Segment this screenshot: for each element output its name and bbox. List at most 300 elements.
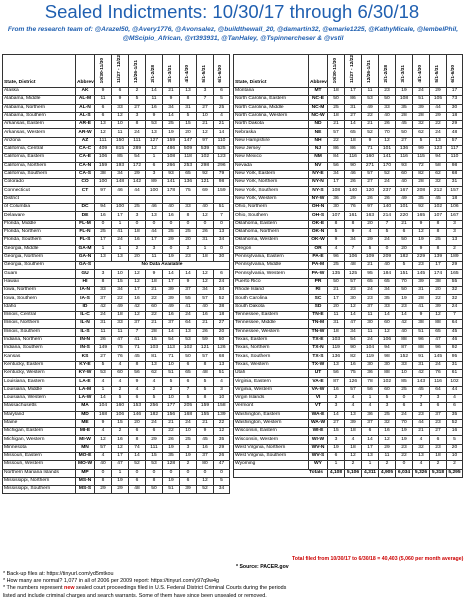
- count-cell: 6: [396, 228, 413, 236]
- district-abbrev: NY-N: [309, 179, 328, 187]
- count-cell: 18: [447, 195, 463, 203]
- district-abbrev: GA-N: [76, 253, 95, 261]
- count-cell: 47: [345, 320, 362, 328]
- count-cell: 256: [146, 403, 163, 411]
- count-cell: 4: [112, 361, 129, 369]
- month-header: 3/1-3/31: [396, 55, 413, 88]
- count-cell: 9: [345, 228, 362, 236]
- table-row: [3, 428, 230, 436]
- count-cell: 4: [328, 245, 345, 253]
- count-cell: 85: [396, 378, 413, 386]
- table-row: [3, 411, 230, 419]
- count-cell: 57: [345, 278, 362, 286]
- count-cell: 60: [146, 303, 163, 311]
- count-cell: 126: [345, 378, 362, 386]
- count-cell: 12: [197, 477, 214, 485]
- count-cell: 6: [328, 452, 345, 460]
- table-row: [234, 311, 463, 319]
- count-cell: 5: [112, 394, 129, 402]
- district-name: Mississippi, Southern: [3, 486, 76, 494]
- count-cell: 11: [328, 311, 345, 319]
- count-cell: 85: [112, 154, 129, 162]
- count-cell: 52: [129, 461, 146, 469]
- district-abbrev: ND: [309, 121, 328, 129]
- table-row: [234, 170, 463, 178]
- table-row: [234, 262, 463, 270]
- count-cell: 51: [413, 96, 430, 104]
- count-cell: 127: [146, 137, 163, 145]
- count-cell: 9: [413, 311, 430, 319]
- count-cell: 25: [180, 436, 197, 444]
- count-cell: 14: [146, 87, 163, 95]
- count-cell: 20: [214, 328, 230, 336]
- table-row: [234, 370, 463, 378]
- count-cell: 26: [345, 179, 362, 187]
- count-cell: 25: [328, 262, 345, 270]
- count-cell: 214: [379, 212, 396, 220]
- count-cell: 8: [95, 477, 112, 485]
- count-cell: 2: [112, 428, 129, 436]
- table-row: [234, 179, 463, 187]
- district-abbrev: WY: [309, 461, 328, 469]
- count-cell: 18: [129, 228, 146, 236]
- month-header: 3/1-3/31: [163, 55, 180, 88]
- count-cell: 50: [396, 129, 413, 137]
- count-cell: 113: [163, 345, 180, 353]
- district-abbrev: CA-C: [76, 146, 95, 154]
- count-cell: 11: [95, 328, 112, 336]
- count-cell: 157: [447, 187, 463, 195]
- count-cell: 102: [379, 378, 396, 386]
- count-cell: 9: [413, 245, 430, 253]
- count-cell: 35: [413, 195, 430, 203]
- count-cell: 7: [345, 245, 362, 253]
- district-abbrev: WA-E: [309, 411, 328, 419]
- count-cell: 6: [447, 403, 463, 411]
- district-abbrev: MT: [309, 87, 328, 95]
- month-header: 11/27 - 12/22: [345, 55, 362, 88]
- count-cell: 68: [214, 353, 230, 361]
- count-cell: 24: [180, 311, 197, 319]
- count-cell: 167: [447, 212, 463, 220]
- district-abbrev: IA-N: [76, 287, 95, 295]
- count-cell: 74: [129, 444, 146, 452]
- count-cell: 101: [379, 146, 396, 154]
- count-cell: 163: [362, 212, 379, 220]
- count-cell: 22: [146, 295, 163, 303]
- count-cell: 70: [396, 278, 413, 286]
- table-row: [3, 212, 230, 220]
- count-cell: 49: [163, 303, 180, 311]
- count-cell: 22: [430, 121, 447, 129]
- count-cell: 13: [214, 361, 230, 369]
- table-row: [234, 154, 463, 162]
- count-cell: 23: [396, 444, 413, 452]
- research-team-credits: From the research team of: @ArazeI50, @Avery1776, @Avonsalez, @buildthewall_20, @damartin32, @emarie1225, @KathyMicale, @lembelPhil, @MScipio_African, @rt393931, @TanHaley, @Tspinnercheser & @vstil: [7, 26, 459, 42]
- total-cell: 6,034: [396, 469, 413, 477]
- source-note: * Source: PACER.gov: [236, 564, 289, 570]
- count-cell: 21: [197, 121, 214, 129]
- count-cell: 24: [379, 237, 396, 245]
- count-cell: 34: [345, 328, 362, 336]
- count-cell: 153: [129, 403, 146, 411]
- table-row: [234, 461, 463, 469]
- count-cell: 12: [146, 146, 163, 154]
- count-cell: 8: [345, 220, 362, 228]
- count-cell: 148: [112, 179, 129, 187]
- table-row: [3, 469, 230, 477]
- count-cell: 15: [328, 428, 345, 436]
- count-cell: 40: [379, 262, 396, 270]
- count-cell: 50: [214, 336, 230, 344]
- district-abbrev: GU: [76, 270, 95, 278]
- count-cell: 92: [197, 170, 214, 178]
- count-cell: 50: [328, 278, 345, 286]
- count-cell: 11: [112, 129, 129, 137]
- district-abbrev: MS-N: [76, 477, 95, 485]
- count-cell: 0: [197, 220, 214, 228]
- district-name: Hawaii: [3, 278, 76, 286]
- count-cell: 0: [163, 220, 180, 228]
- count-cell: 34: [112, 287, 129, 295]
- count-cell: 4: [413, 436, 430, 444]
- count-cell: 22: [112, 295, 129, 303]
- district-abbrev: AL-N: [76, 104, 95, 112]
- table-row: [234, 195, 463, 203]
- count-cell: 9: [112, 96, 129, 104]
- count-cell: 3: [129, 112, 146, 120]
- count-cell: 12: [129, 311, 146, 319]
- count-cell: 40: [396, 179, 413, 187]
- count-cell: 13: [112, 253, 129, 261]
- table-row: [3, 129, 230, 137]
- count-cell: 19: [163, 477, 180, 485]
- district-abbrev: DE: [76, 212, 95, 220]
- district-name: Missouri, Eastern: [3, 452, 76, 460]
- count-cell: 96: [430, 345, 447, 353]
- count-cell: 34: [379, 287, 396, 295]
- district-name: North Carolina, Eastern: [234, 96, 309, 104]
- count-cell: 50: [396, 237, 413, 245]
- left-indictment-table: [2, 54, 230, 494]
- count-cell: 64: [180, 320, 197, 328]
- count-cell: 170: [379, 162, 396, 170]
- district-name: New Jersey: [234, 146, 309, 154]
- count-cell: 49: [396, 195, 413, 203]
- count-cell: 20: [447, 444, 463, 452]
- count-cell: 212: [430, 187, 447, 195]
- count-cell: 57: [95, 444, 112, 452]
- count-cell: 17: [146, 237, 163, 245]
- table-row: [234, 162, 463, 170]
- district-abbrev: TX-N: [309, 345, 328, 353]
- count-cell: 14: [180, 270, 197, 278]
- district-abbrev: UT: [309, 370, 328, 378]
- count-cell: 159: [163, 137, 180, 145]
- count-cell: 46: [146, 204, 163, 212]
- count-cell: 35: [447, 411, 463, 419]
- table-row: [234, 146, 463, 154]
- count-cell: 19: [112, 477, 129, 485]
- district-abbrev: ID: [76, 303, 95, 311]
- count-cell: 3: [430, 394, 447, 402]
- count-cell: 51: [214, 204, 230, 212]
- count-cell: 40: [379, 112, 396, 120]
- table-row: [3, 436, 230, 444]
- count-cell: 22: [362, 112, 379, 120]
- count-cell: 14: [163, 328, 180, 336]
- count-cell: 37: [430, 411, 447, 419]
- count-cell: 1: [112, 469, 129, 477]
- district-abbrev: AK: [76, 87, 95, 95]
- count-cell: 34: [214, 237, 230, 245]
- count-cell: 13: [146, 129, 163, 137]
- count-cell: 6: [95, 104, 112, 112]
- count-cell: 16: [146, 104, 163, 112]
- district-name: Maine: [3, 419, 76, 427]
- district-abbrev: NY-W: [309, 195, 328, 203]
- count-cell: 3: [413, 403, 430, 411]
- count-cell: 108: [163, 154, 180, 162]
- table-row: [3, 179, 230, 187]
- total-filed-summary: Total filed from 10/30/17 to 6/30/18 = 40,403 (5,060 per month average): [292, 556, 464, 562]
- count-cell: 108: [396, 96, 413, 104]
- count-cell: 33: [379, 303, 396, 311]
- count-cell: 30: [328, 204, 345, 212]
- count-cell: 88: [413, 345, 430, 353]
- count-cell: 12: [345, 303, 362, 311]
- count-cell: 21: [214, 121, 230, 129]
- district-name: Texas, Southern: [234, 353, 309, 361]
- district-name: Tennessee, Western: [234, 328, 309, 336]
- count-cell: 237: [379, 187, 396, 195]
- count-cell: 24: [362, 287, 379, 295]
- district-abbrev: TX-W: [309, 361, 328, 369]
- count-cell: 15: [112, 278, 129, 286]
- count-cell: 102: [447, 378, 463, 386]
- count-cell: 102: [180, 345, 197, 353]
- count-cell: 14: [328, 411, 345, 419]
- table-row: [234, 220, 463, 228]
- count-cell: 123: [214, 154, 230, 162]
- table-row: [3, 295, 230, 303]
- count-cell: 10: [163, 361, 180, 369]
- abbrev-header: Abbrev: [76, 55, 95, 88]
- count-cell: 37: [197, 452, 214, 460]
- count-cell: 45: [396, 121, 413, 129]
- district-name: Nevada: [234, 162, 309, 170]
- count-cell: 86: [345, 96, 362, 104]
- district-name: Alabama, Middle: [3, 96, 76, 104]
- count-cell: 88: [379, 370, 396, 378]
- count-cell: 6: [146, 162, 163, 170]
- count-cell: 6: [214, 270, 230, 278]
- count-cell: 4: [95, 452, 112, 460]
- count-cell: 21: [163, 87, 180, 95]
- count-cell: 23: [413, 411, 430, 419]
- district-name: South Carolina: [234, 295, 309, 303]
- count-cell: 16: [197, 311, 214, 319]
- count-cell: 29: [112, 486, 129, 494]
- count-cell: 13: [180, 87, 197, 95]
- count-cell: 36: [362, 411, 379, 419]
- count-cell: 1: [362, 461, 379, 469]
- count-cell: 5: [180, 112, 197, 120]
- table-row: [3, 187, 230, 195]
- district-name: Indiana, Northern: [3, 336, 76, 344]
- count-cell: 106: [379, 336, 396, 344]
- district-abbrev: PA-E: [309, 253, 328, 261]
- district-abbrev: IA-S: [76, 295, 95, 303]
- count-cell: 8: [146, 477, 163, 485]
- count-cell: 65: [345, 129, 362, 137]
- count-cell: 31: [413, 287, 430, 295]
- count-cell: 21: [396, 220, 413, 228]
- count-cell: 3: [95, 270, 112, 278]
- count-cell: 18: [345, 444, 362, 452]
- month-header: 10/30-11/30: [328, 55, 345, 88]
- count-cell: 45: [129, 353, 146, 361]
- count-cell: 65: [430, 328, 447, 336]
- count-cell: 141: [379, 154, 396, 162]
- table-row: [3, 486, 230, 494]
- count-cell: 37: [163, 320, 180, 328]
- district-name: Northern Mariana Islands: [3, 469, 76, 477]
- count-cell: 93: [396, 162, 413, 170]
- count-cell: 16: [95, 212, 112, 220]
- count-cell: 24: [413, 87, 430, 95]
- table-row: [3, 403, 230, 411]
- count-cell: 11: [379, 452, 396, 460]
- count-cell: 9: [413, 220, 430, 228]
- district-name: Utah: [234, 370, 309, 378]
- month-header: 6/1-6/30: [214, 55, 230, 88]
- count-cell: 143: [413, 378, 430, 386]
- count-cell: 229: [413, 253, 430, 261]
- count-cell: 14: [396, 311, 413, 319]
- count-cell: 52: [214, 295, 230, 303]
- table-row: [234, 452, 463, 460]
- count-cell: 20: [396, 245, 413, 253]
- district-name: Tennessee, Eastern: [234, 311, 309, 319]
- count-cell: 5: [413, 137, 430, 145]
- count-cell: 65: [362, 278, 379, 286]
- count-cell: 31: [447, 179, 463, 187]
- count-cell: 26: [379, 195, 396, 203]
- count-cell: 2: [379, 461, 396, 469]
- district-name: Illinois, Northern: [3, 320, 76, 328]
- count-cell: 12: [430, 311, 447, 319]
- district-abbrev: FL-M: [76, 220, 95, 228]
- table-row: [234, 345, 463, 353]
- count-cell: 123: [430, 146, 447, 154]
- district-name: Arizona: [3, 137, 76, 145]
- count-cell: 111: [129, 137, 146, 145]
- count-cell: 26: [379, 121, 396, 129]
- count-cell: 104: [362, 345, 379, 353]
- count-cell: 8: [430, 220, 447, 228]
- count-cell: 31: [447, 361, 463, 369]
- count-cell: 0: [129, 220, 146, 228]
- table-row: [3, 262, 230, 270]
- count-cell: 8: [129, 436, 146, 444]
- count-cell: 0: [396, 461, 413, 469]
- count-cell: 27: [214, 320, 230, 328]
- district-name: Wisconsin, Eastern: [234, 428, 309, 436]
- total-cell: 5,295: [447, 469, 463, 477]
- district-name: Illinois, Central: [3, 311, 76, 319]
- count-cell: 60: [379, 320, 396, 328]
- count-cell: 82: [413, 170, 430, 178]
- count-cell: 37: [129, 320, 146, 328]
- table-row: [3, 121, 230, 129]
- count-cell: 47: [112, 461, 129, 469]
- count-cell: 9: [146, 270, 163, 278]
- table-row: [3, 444, 230, 452]
- count-cell: 26: [197, 228, 214, 236]
- count-cell: 486: [163, 146, 180, 154]
- table-row: [3, 162, 230, 170]
- district-name: North Dakota: [234, 121, 309, 129]
- total-cell: 5,106: [345, 469, 362, 477]
- count-cell: 45: [430, 195, 447, 203]
- count-cell: 9: [95, 87, 112, 95]
- district-abbrev: IN-S: [76, 345, 95, 353]
- table-row: [3, 170, 230, 178]
- count-cell: 47: [214, 461, 230, 469]
- count-cell: 34: [214, 486, 230, 494]
- district-abbrev: AZ: [76, 137, 95, 145]
- count-cell: 97: [362, 204, 379, 212]
- district-name: California, Eastern: [3, 154, 76, 162]
- count-cell: 64: [430, 386, 447, 394]
- district-name: Connecticut: [3, 187, 76, 195]
- count-cell: 48: [345, 262, 362, 270]
- table-row: [3, 328, 230, 336]
- count-cell: 76: [112, 353, 129, 361]
- district-abbrev: ME: [76, 419, 95, 427]
- numbers-represent-note-cont: listed and include criminal charges and search warrants. Some of them have since been unsealed or removed.: [3, 592, 267, 599]
- count-cell: 13: [95, 121, 112, 129]
- count-cell: 104: [95, 403, 112, 411]
- right-indictment-table: [233, 54, 463, 478]
- count-cell: 32: [379, 419, 396, 427]
- table-row: [234, 303, 463, 311]
- count-cell: 0: [214, 220, 230, 228]
- count-cell: 266: [163, 162, 180, 170]
- count-cell: 145: [413, 270, 430, 278]
- count-cell: 14: [345, 121, 362, 129]
- count-cell: 28: [146, 328, 163, 336]
- count-cell: 53: [362, 96, 379, 104]
- count-cell: 151: [396, 270, 413, 278]
- district-abbrev: VA-E: [309, 378, 328, 386]
- table-row: [3, 270, 230, 278]
- count-cell: 78: [362, 378, 379, 386]
- count-cell: 47: [430, 336, 447, 344]
- count-cell: 41: [129, 336, 146, 344]
- district-abbrev: NH: [309, 137, 328, 145]
- count-cell: 24: [447, 303, 463, 311]
- district-abbrev: MI-W: [76, 436, 95, 444]
- district-name: Puerto Rico: [234, 278, 309, 286]
- district-abbrev: NY-E: [309, 170, 328, 178]
- count-cell: 159: [214, 187, 230, 195]
- count-cell: 57: [328, 129, 345, 137]
- count-cell: 5: [214, 477, 230, 485]
- count-cell: 11: [95, 96, 112, 104]
- count-cell: 97: [95, 187, 112, 195]
